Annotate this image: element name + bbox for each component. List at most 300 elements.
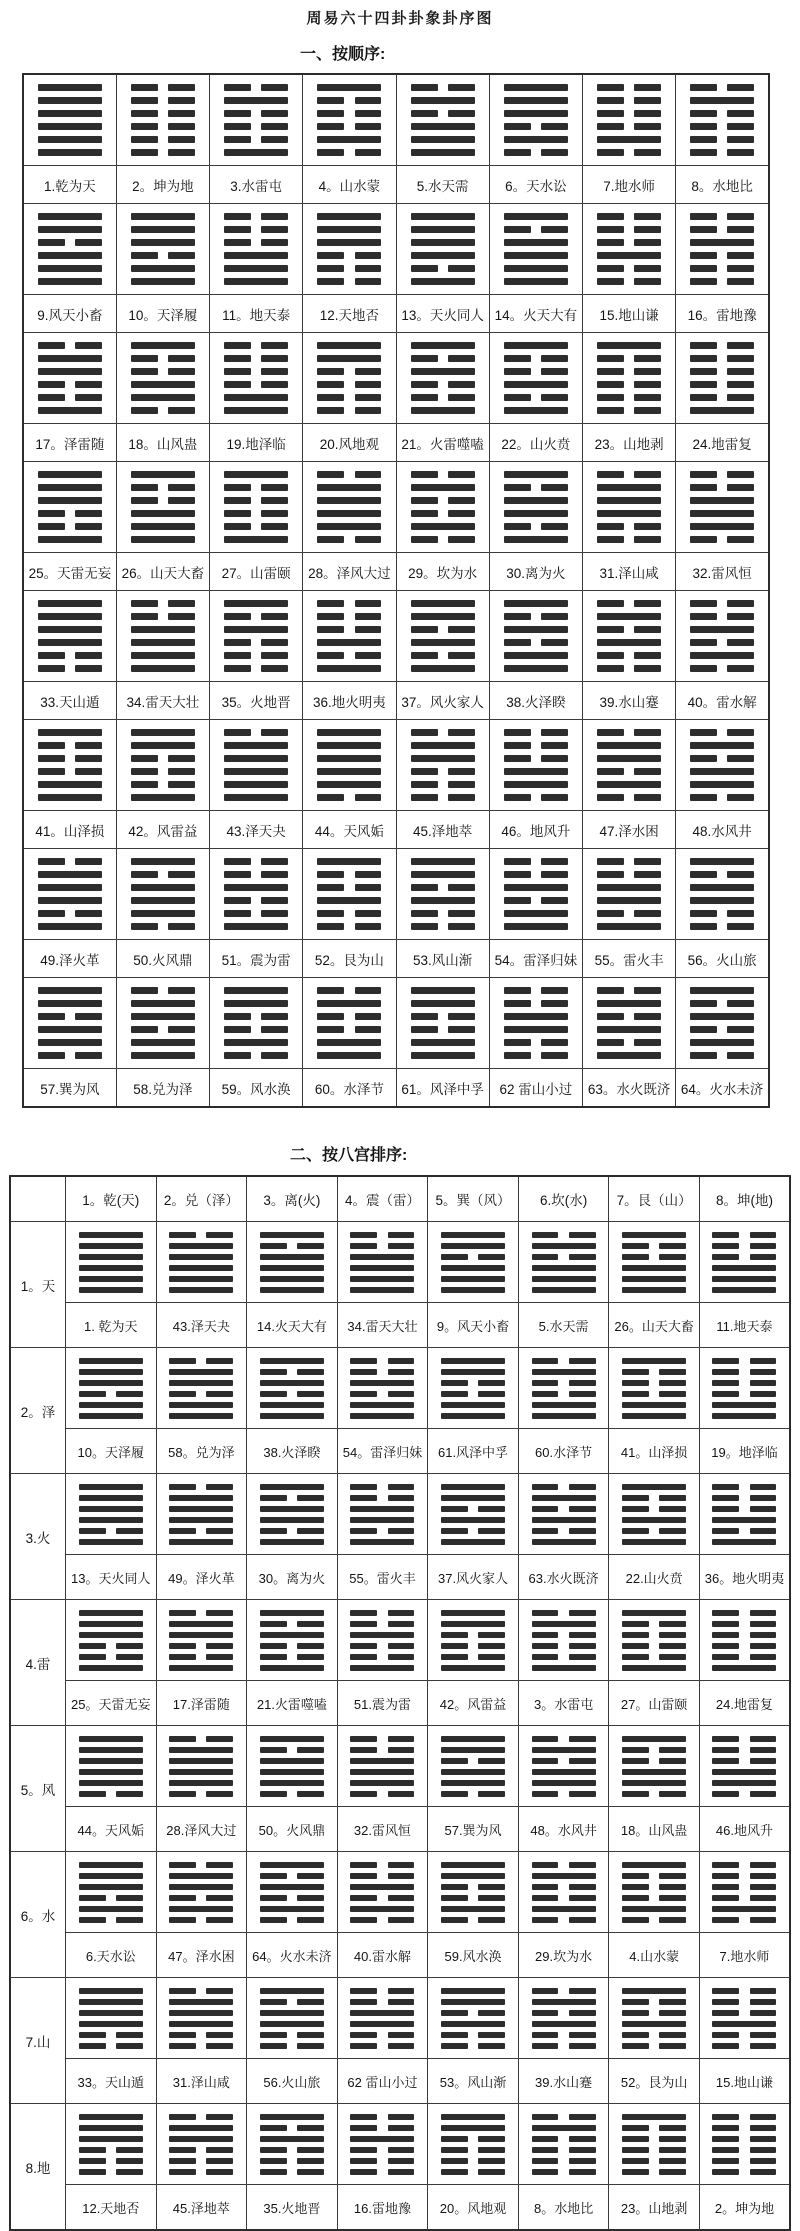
hexagram-figure (317, 858, 381, 930)
hexagram-label: 29。坎为水 (396, 553, 489, 591)
yin-line (690, 265, 754, 272)
yang-line (169, 1506, 233, 1512)
yang-line (350, 1506, 414, 1512)
yang-line (597, 342, 661, 349)
hexagram-figure (260, 1484, 324, 1545)
yin-line (224, 213, 288, 220)
yin-line (411, 497, 475, 504)
hexagram-label: 37。风火家人 (396, 682, 489, 720)
yang-line (622, 1780, 686, 1786)
yin-line (411, 471, 475, 478)
yang-line (504, 652, 568, 659)
hexagram-cell (66, 1600, 157, 1681)
hexagram-cell (66, 1852, 157, 1933)
yang-line (350, 1517, 414, 1523)
yang-line (622, 1610, 686, 1616)
yin-line (441, 1791, 505, 1797)
hexagram-label: 9.风天小畜 (23, 295, 116, 333)
yin-line (131, 84, 195, 91)
hexagram-label: 52。艮为山 (609, 2059, 700, 2104)
yang-line (504, 768, 568, 775)
yin-line (690, 394, 754, 401)
yin-line (690, 84, 754, 91)
yang-line (131, 394, 195, 401)
hexagram-cell (428, 1348, 519, 1429)
yin-line (441, 2032, 505, 2038)
palace-row-header: 4.雷 (10, 1600, 66, 1726)
yang-line (622, 1517, 686, 1523)
yang-line (504, 626, 568, 633)
hexagram-cell (23, 204, 116, 295)
hexagram-cell (247, 2104, 338, 2185)
hexagram-cell (156, 1474, 247, 1555)
hexagram-cell (699, 1222, 790, 1303)
yin-line (317, 407, 381, 414)
hexagram-figure (532, 1988, 596, 2049)
hexagram-cell (583, 591, 676, 682)
yin-line (260, 2043, 324, 2049)
yang-line (224, 536, 288, 543)
hexagram-figure (690, 600, 754, 672)
yin-line (350, 1862, 414, 1868)
hexagram-figure (350, 1484, 414, 1545)
yang-line (350, 1632, 414, 1638)
hexagram-label: 31.泽山咸 (156, 2059, 247, 2104)
yang-line (532, 1873, 596, 1879)
hexagram-figure (532, 1736, 596, 1797)
yang-line (79, 1287, 143, 1293)
yang-line (224, 407, 288, 414)
yin-line (504, 1052, 568, 1059)
yin-line (504, 742, 568, 749)
yin-line (131, 252, 195, 259)
hexagram-label: 11。地天泰 (210, 295, 303, 333)
yang-line (690, 1039, 754, 1046)
yang-line (169, 1758, 233, 1764)
yang-line (260, 1988, 324, 1994)
yang-line (317, 897, 381, 904)
yang-line (622, 1665, 686, 1671)
yin-line (504, 755, 568, 762)
hexagram-figure (260, 1988, 324, 2049)
yang-line (260, 1539, 324, 1545)
hexagram-label: 19.地泽临 (210, 424, 303, 462)
yin-line (317, 278, 381, 285)
yang-line (38, 987, 102, 994)
yang-line (317, 355, 381, 362)
hexagram-figure (622, 1610, 686, 1671)
hexagram-figure (260, 2114, 324, 2175)
yin-line (350, 1736, 414, 1742)
yin-line (532, 1917, 596, 1923)
hexagram-cell (489, 720, 582, 811)
yang-line (532, 1769, 596, 1775)
yin-line (504, 639, 568, 646)
yang-line (441, 1665, 505, 1671)
yin-line (690, 910, 754, 917)
yin-line (260, 1654, 324, 1660)
yang-line (504, 278, 568, 285)
yang-line (597, 497, 661, 504)
yang-line (350, 2021, 414, 2027)
yin-line (350, 1495, 414, 1501)
yin-line (79, 1643, 143, 1649)
hexagram-figure (79, 1988, 143, 2049)
hexagram-cell (518, 1978, 609, 2059)
yang-line (131, 626, 195, 633)
yang-line (38, 626, 102, 633)
yin-line (224, 729, 288, 736)
yang-line (504, 381, 568, 388)
hexagram-cell (337, 2104, 428, 2185)
yang-line (38, 871, 102, 878)
yin-line (532, 1484, 596, 1490)
yang-line (38, 84, 102, 91)
yin-line (317, 884, 381, 891)
yin-line (690, 355, 754, 362)
yin-line (597, 368, 661, 375)
yin-line (131, 1026, 195, 1033)
yang-line (622, 2021, 686, 2027)
yang-line (597, 613, 661, 620)
yin-line (79, 2147, 143, 2153)
yang-line (260, 1632, 324, 1638)
yang-line (350, 2136, 414, 2142)
yang-line (350, 1276, 414, 1282)
yang-line (224, 755, 288, 762)
yang-line (597, 1052, 661, 1059)
hexagram-figure (622, 1736, 686, 1797)
hexagram-figure (411, 858, 475, 930)
hexagram-label: 6.天水讼 (66, 1933, 157, 1978)
yin-line (712, 1380, 776, 1386)
yang-line (79, 2114, 143, 2120)
yang-line (131, 1039, 195, 1046)
yin-line (38, 858, 102, 865)
yin-line (38, 742, 102, 749)
yang-line (317, 523, 381, 530)
yin-line (224, 368, 288, 375)
yang-line (411, 523, 475, 530)
hexagram-label: 42。风雷益 (428, 1681, 519, 1726)
yin-line (504, 368, 568, 375)
yin-line (532, 1758, 596, 1764)
yin-line (224, 84, 288, 91)
yang-line (169, 1380, 233, 1386)
hexagram-label: 11.地天泰 (699, 1303, 790, 1348)
yin-line (169, 1654, 233, 1660)
yang-line (38, 1026, 102, 1033)
yin-line (532, 2043, 596, 2049)
hexagram-label: 63.水火既济 (518, 1555, 609, 1600)
yang-line (169, 2010, 233, 2016)
hexagram-label: 54。雷泽归妹 (337, 1429, 428, 1474)
yang-line (411, 871, 475, 878)
hexagram-cell (609, 1726, 700, 1807)
hexagram-figure (38, 471, 102, 543)
yin-line (350, 1988, 414, 1994)
hexagram-cell (247, 1600, 338, 1681)
hexagram-cell (396, 462, 489, 553)
yang-line (169, 1495, 233, 1501)
yang-line (224, 781, 288, 788)
yang-line (260, 1736, 324, 1742)
yin-line (441, 1895, 505, 1901)
yang-line (504, 665, 568, 672)
yin-line (260, 2169, 324, 2175)
yin-line (317, 871, 381, 878)
yang-line (38, 1000, 102, 1007)
yang-line (712, 1517, 776, 1523)
hexagram-label: 53。风山渐 (428, 2059, 519, 2104)
yang-line (131, 265, 195, 272)
yin-line (597, 600, 661, 607)
hexagram-label: 40.雷水解 (337, 1933, 428, 1978)
yin-line (224, 897, 288, 904)
hexagram-label: 34.雷天大壮 (116, 682, 209, 720)
yang-line (441, 1484, 505, 1490)
yin-line (441, 1391, 505, 1397)
yin-line (690, 600, 754, 607)
yin-line (224, 510, 288, 517)
hexagram-figure (350, 1736, 414, 1797)
yang-line (441, 2021, 505, 2027)
hexagram-figure (169, 1358, 233, 1419)
hexagram-cell (699, 1474, 790, 1555)
yin-line (224, 652, 288, 659)
yin-line (504, 149, 568, 156)
yang-line (317, 639, 381, 646)
yang-line (224, 394, 288, 401)
yang-line (260, 1484, 324, 1490)
hexagram-figure (260, 1232, 324, 1293)
hexagram-label: 18。山风蛊 (609, 1807, 700, 1852)
yin-line (690, 149, 754, 156)
hexagram-cell (396, 204, 489, 295)
yang-line (260, 1402, 324, 1408)
hexagram-cell (583, 462, 676, 553)
yin-line (317, 987, 381, 994)
hexagram-label: 46.地风升 (699, 1807, 790, 1852)
hexagram-label: 23。山地剥 (609, 2185, 700, 2231)
yang-line (224, 768, 288, 775)
yin-line (712, 1254, 776, 1260)
palace-column-header: 6.坎(水) (518, 1176, 609, 1222)
yang-line (504, 136, 568, 143)
yin-line (532, 2169, 596, 2175)
yang-line (38, 471, 102, 478)
yang-line (532, 1999, 596, 2005)
yin-line (38, 652, 102, 659)
yin-line (712, 1495, 776, 1501)
hexagram-cell (518, 1726, 609, 1807)
hexagram-label: 61.风泽中孚 (428, 1429, 519, 1474)
yin-line (712, 1369, 776, 1375)
yang-line (441, 1265, 505, 1271)
hexagram-cell (156, 1600, 247, 1681)
hexagram-label: 6。天水讼 (489, 166, 582, 204)
hexagram-cell (676, 978, 769, 1069)
yin-line (411, 510, 475, 517)
hexagram-cell (396, 720, 489, 811)
yin-line (532, 1254, 596, 1260)
yin-line (690, 213, 754, 220)
hexagram-label: 43.泽天夬 (156, 1303, 247, 1348)
hexagram-figure (224, 858, 288, 930)
yin-line (532, 2114, 596, 2120)
yin-line (597, 987, 661, 994)
hexagram-label: 44。天风姤 (303, 811, 396, 849)
yin-line (597, 278, 661, 285)
yang-line (411, 252, 475, 259)
yang-line (532, 1402, 596, 1408)
hexagram-label: 58。兑为泽 (156, 1429, 247, 1474)
hexagram-cell (676, 591, 769, 682)
yin-line (690, 923, 754, 930)
yin-line (712, 1484, 776, 1490)
yin-line (411, 381, 475, 388)
yang-line (131, 742, 195, 749)
yin-line (712, 1873, 776, 1879)
yang-line (532, 1906, 596, 1912)
yang-line (441, 1906, 505, 1912)
hexagram-figure (317, 213, 381, 285)
hexagram-label: 45.泽地萃 (396, 811, 489, 849)
yang-line (532, 1780, 596, 1786)
yin-line (504, 613, 568, 620)
yin-line (532, 1528, 596, 1534)
hexagram-cell (210, 333, 303, 424)
yin-line (504, 729, 568, 736)
yang-line (38, 226, 102, 233)
yin-line (622, 1999, 686, 2005)
yang-line (690, 781, 754, 788)
hexagram-figure (38, 84, 102, 156)
yang-line (411, 665, 475, 672)
hexagram-figure (690, 213, 754, 285)
yang-line (131, 536, 195, 543)
yang-line (350, 1906, 414, 1912)
hexagram-figure (712, 1736, 776, 1797)
yang-line (224, 471, 288, 478)
hexagram-label: 17。泽雷随 (23, 424, 116, 462)
yin-line (317, 1013, 381, 1020)
hexagram-figure (597, 729, 661, 801)
yang-line (504, 265, 568, 272)
hexagram-figure (411, 987, 475, 1059)
yang-line (690, 239, 754, 246)
hexagram-figure (441, 1232, 505, 1293)
yang-line (441, 1517, 505, 1523)
yin-line (38, 239, 102, 246)
hexagram-label: 44。天风姤 (66, 1807, 157, 1852)
yang-line (224, 97, 288, 104)
yang-line (411, 639, 475, 646)
yang-line (504, 510, 568, 517)
yin-line (622, 1632, 686, 1638)
yin-line (38, 523, 102, 530)
yin-line (224, 239, 288, 246)
yin-line (224, 1052, 288, 1059)
yang-line (79, 1862, 143, 1868)
yang-line (441, 1736, 505, 1742)
yang-line (712, 1539, 776, 1545)
yin-line (169, 1862, 233, 1868)
yang-line (712, 1287, 776, 1293)
hexagram-cell (23, 333, 116, 424)
yin-line (441, 1643, 505, 1649)
yang-line (79, 1621, 143, 1627)
yang-line (79, 1495, 143, 1501)
hexagram-cell (583, 333, 676, 424)
hexagram-label: 40。雷水解 (676, 682, 769, 720)
yin-line (690, 368, 754, 375)
yin-line (597, 523, 661, 530)
yang-line (131, 471, 195, 478)
hexagram-figure (441, 1736, 505, 1797)
yin-line (622, 1495, 686, 1501)
hexagram-figure (712, 1484, 776, 1545)
hexagram-label: 50.火风鼎 (116, 940, 209, 978)
hexagram-label: 30。离为火 (247, 1555, 338, 1600)
hexagram-figure (411, 729, 475, 801)
hexagram-label: 20.风地观 (303, 424, 396, 462)
yang-line (411, 239, 475, 246)
yin-line (532, 1791, 596, 1797)
yang-line (224, 149, 288, 156)
hexagram-cell (66, 1348, 157, 1429)
yang-line (224, 742, 288, 749)
yang-line (411, 1000, 475, 1007)
yang-line (411, 897, 475, 904)
palace-row-header: 5。风 (10, 1726, 66, 1852)
hexagram-cell (23, 849, 116, 940)
hexagram-label: 42。风雷益 (116, 811, 209, 849)
yin-line (712, 1862, 776, 1868)
yin-line (532, 2136, 596, 2142)
yang-line (532, 1539, 596, 1545)
yin-line (411, 110, 475, 117)
yang-line (38, 794, 102, 801)
yin-line (411, 794, 475, 801)
yang-line (38, 407, 102, 414)
hexagram-figure (38, 987, 102, 1059)
yin-line (350, 1873, 414, 1879)
yin-line (224, 1013, 288, 1020)
hexagram-figure (38, 342, 102, 414)
hexagram-cell (583, 720, 676, 811)
yang-line (597, 923, 661, 930)
yang-line (131, 381, 195, 388)
hexagram-figure (504, 600, 568, 672)
hexagram-figure (131, 84, 195, 156)
yin-line (712, 1643, 776, 1649)
hexagram-label: 27。山雷颐 (609, 1681, 700, 1726)
hexagram-figure (260, 1736, 324, 1797)
yang-line (504, 923, 568, 930)
yin-line (504, 897, 568, 904)
yin-line (169, 1643, 233, 1649)
yang-line (441, 1287, 505, 1293)
hexagram-label: 54。雷泽归妹 (489, 940, 582, 978)
hexagram-figure (224, 342, 288, 414)
hexagram-cell (489, 204, 582, 295)
yang-line (317, 665, 381, 672)
yin-line (441, 2136, 505, 2142)
yin-line (504, 987, 568, 994)
yang-line (411, 987, 475, 994)
hexagram-figure (411, 471, 475, 543)
